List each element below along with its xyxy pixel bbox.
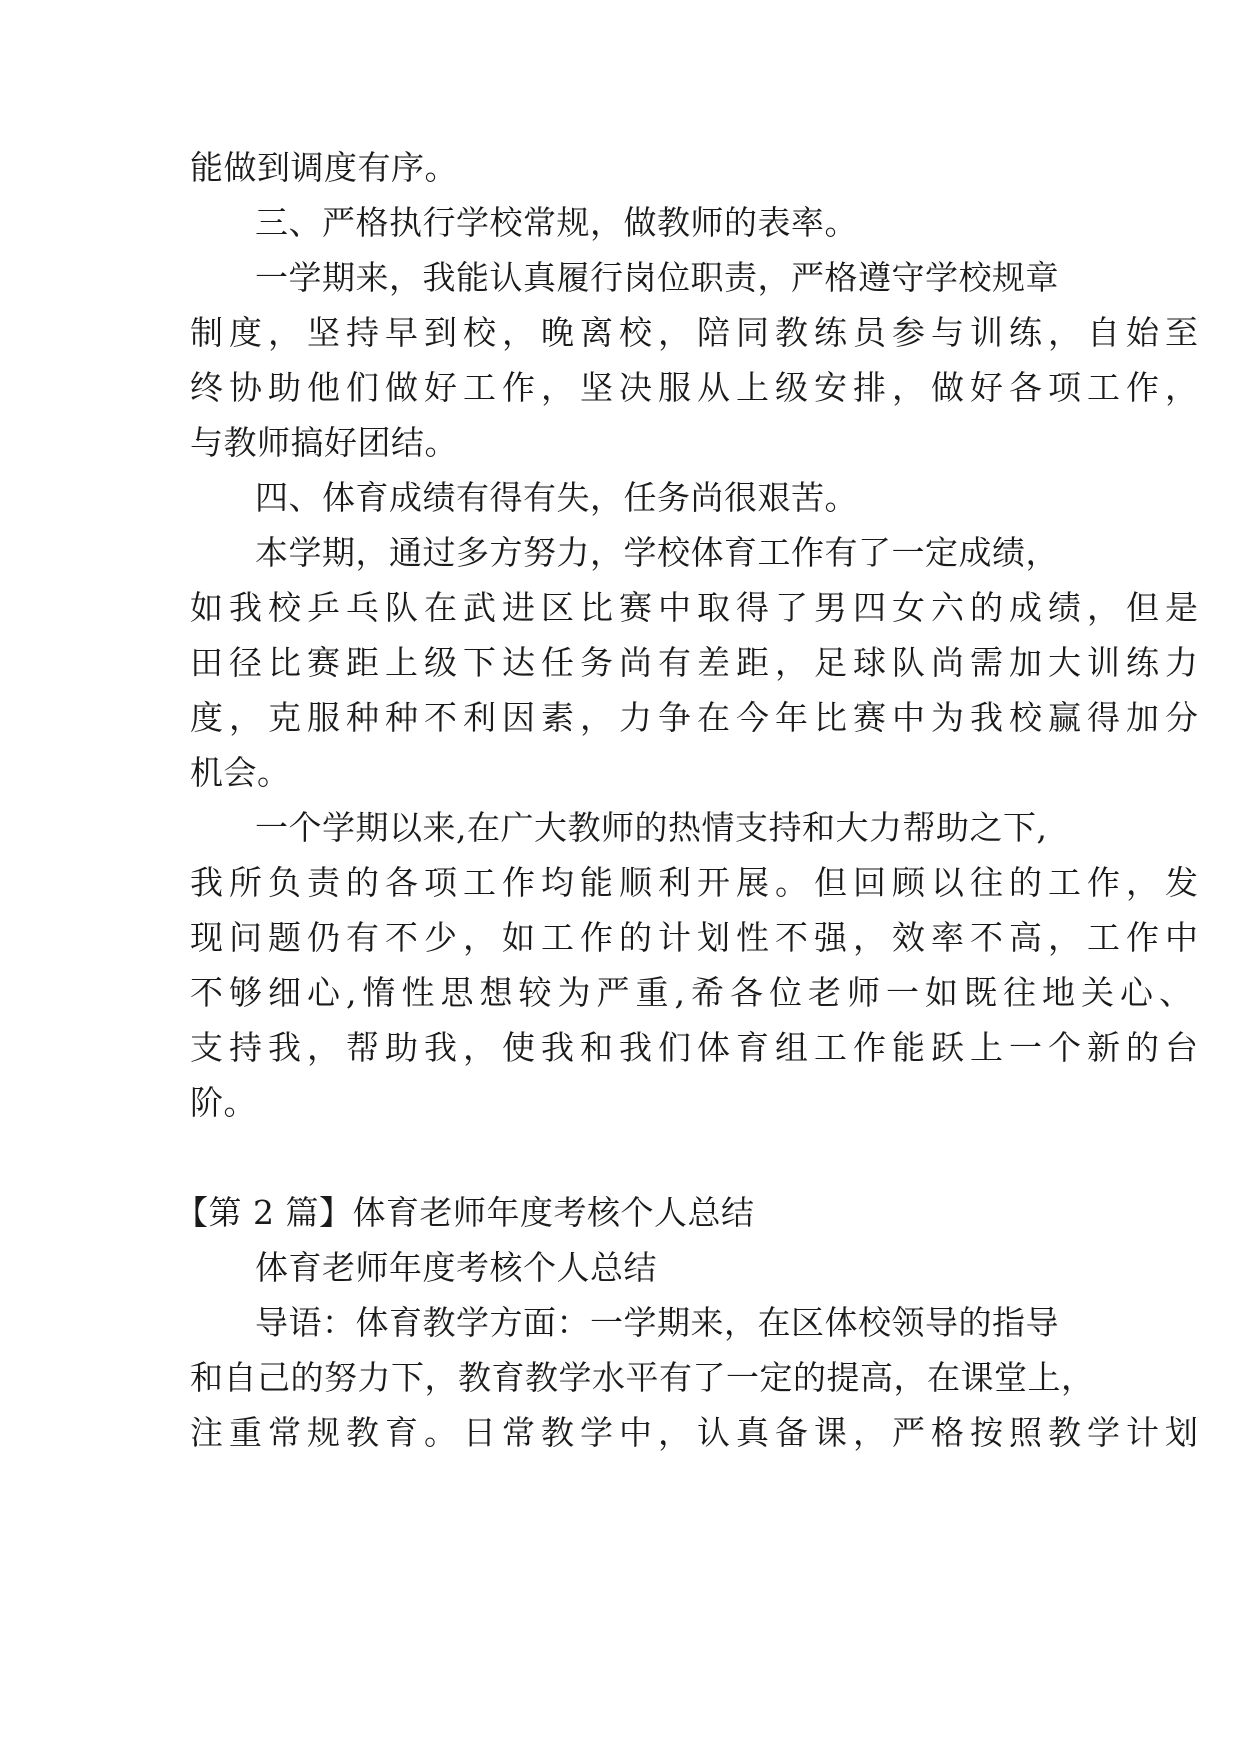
text-line: 能做到调度有序。 (190, 148, 458, 187)
text-line: 本学期，通过多方努力，学校体育工作有了一定成绩， (255, 533, 1059, 572)
text-line: 阶。 (190, 1083, 257, 1122)
text-line: 导语：体育教学方面：一学期来，在区体校领导的指导 (255, 1303, 1059, 1342)
section-heading: 三、严格执行学校常规，做教师的表率。 (255, 203, 858, 242)
text-line: 和自己的努力下，教育教学水平有了一定的提高，在课堂上， (190, 1358, 1095, 1397)
text-line: 如我校乒乓队在武进区比赛中取得了男四女六的成绩，但是 (190, 588, 1204, 627)
text-line: 我所负责的各项工作均能顺利开展。但回顾以往的工作，发 (190, 863, 1204, 902)
text-line: 与教师搞好团结。 (190, 423, 458, 462)
section-heading: 四、体育成绩有得有失，任务尚很艰苦。 (255, 478, 858, 517)
text-line: 机会。 (190, 753, 291, 792)
text-line: 一学期来，我能认真履行岗位职责，严格遵守学校规章 (255, 258, 1059, 297)
text-line: 度，克服种种不利因素，力争在今年比赛中为我校赢得加分 (190, 698, 1204, 737)
text-line: 现问题仍有不少，如工作的计划性不强，效率不高，工作中 (190, 918, 1204, 957)
article-title: 体育老师年度考核个人总结 (255, 1248, 657, 1287)
text-line: 注重常规教育。日常教学中，认真备课，严格按照教学计划 (190, 1413, 1204, 1452)
text-line: 终协助他们做好工作，坚决服从上级安排，做好各项工作， (190, 368, 1204, 407)
article-heading: 【第 2 篇】体育老师年度考核个人总结 (175, 1193, 755, 1232)
text-line: 不够细心,惰性思想较为严重,希各位老师一如既往地关心、 (190, 973, 1198, 1012)
text-line: 支持我，帮助我，使我和我们体育组工作能跃上一个新的台 (190, 1028, 1204, 1067)
text-line: 制度，坚持早到校，晚离校，陪同教练员参与训练，自始至 (190, 313, 1204, 352)
text-line: 一个学期以来,在广大教师的热情支持和大力帮助之下, (255, 808, 1048, 847)
text-line: 田径比赛距上级下达任务尚有差距，足球队尚需加大训练力 (190, 643, 1204, 682)
